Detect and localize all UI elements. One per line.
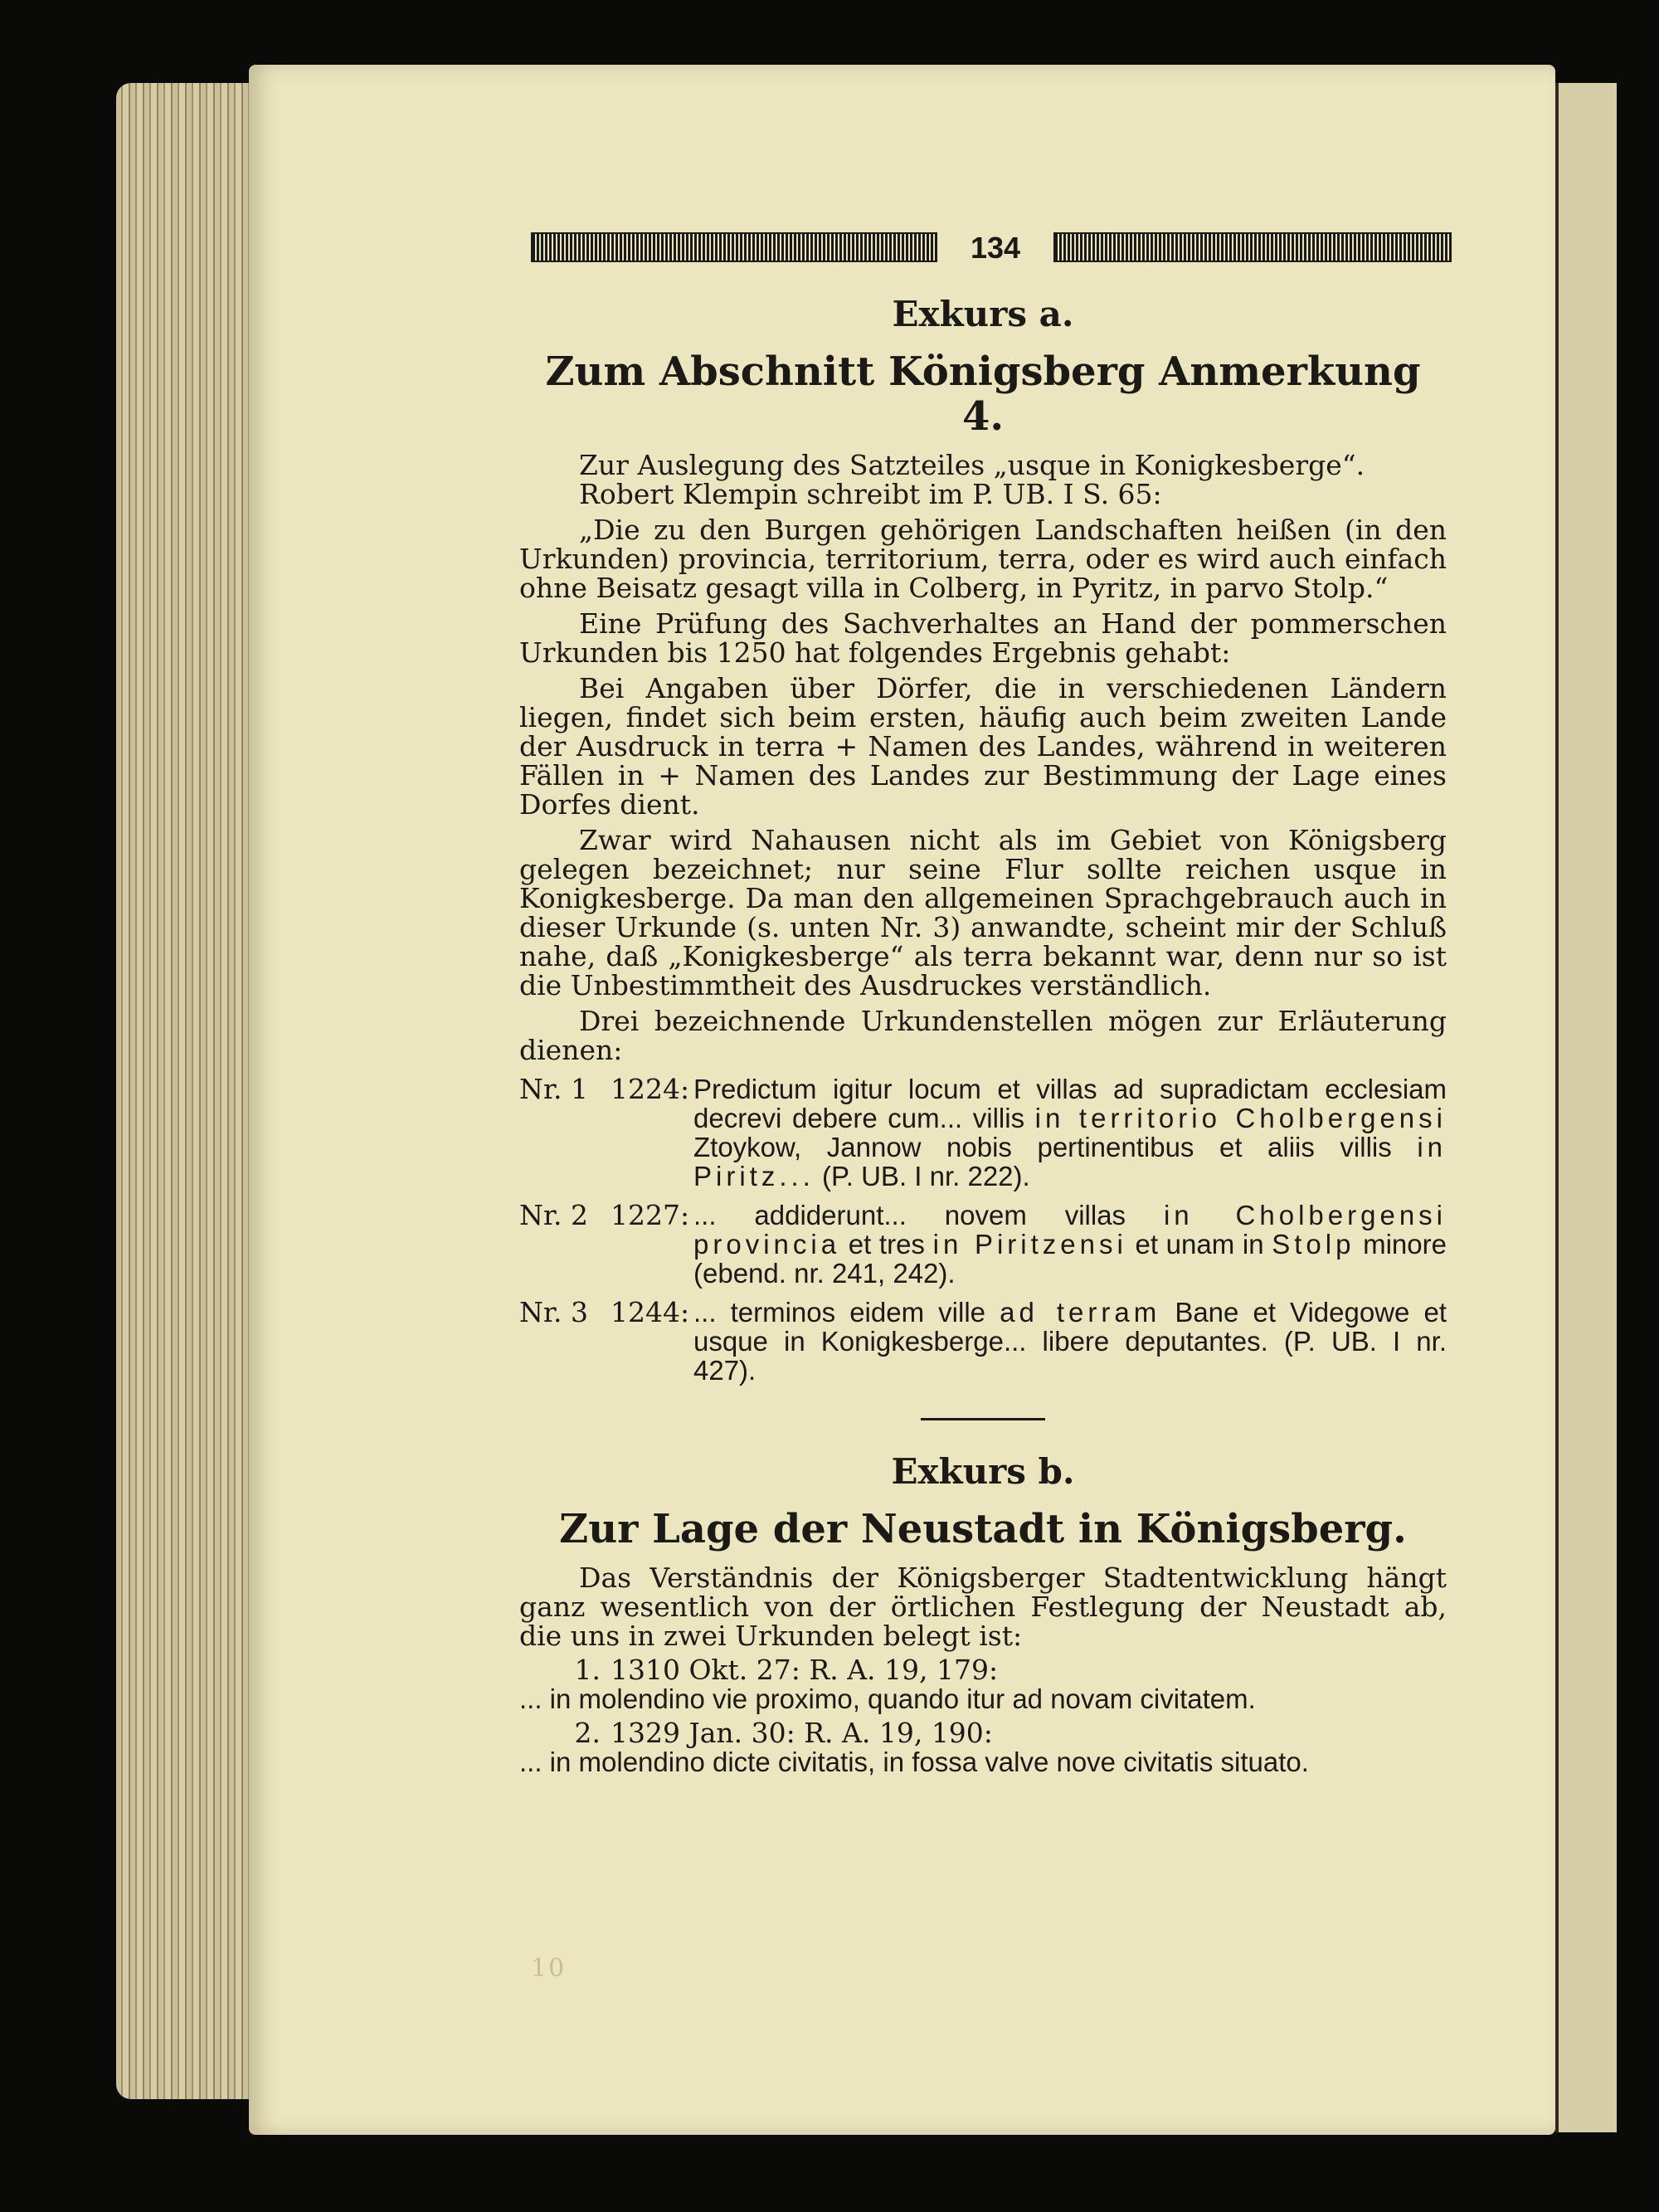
paragraph: Das Verständnis der Königsberger Stadtentwicklung hängt ganz wesentlich von der örtlichen Festlegung der Neustadt ab, die uns in zwei Urkunden belegt ist: <box>519 1562 1447 1652</box>
entry-text: ... addiderunt... novem villas in Cholbergensi provincia et tres in Piritzensi et unam in Stolp minore (ebend. nr. 241, 242). <box>693 1200 1447 1289</box>
entry-year: 1244: <box>611 1296 690 1328</box>
item-quote: ... in molendino dicte civitatis, in fossa valve nove civitatis situato. <box>519 1747 1309 1777</box>
entry-text: Predictum igitur locum et villas ad supradictam ecclesiam decrevi debere cum... villis in territorio Cholbergensi Ztoykow, Jannow nobis pertinentibus et aliis villis in Piritz... (P. UB. I nr. 222). <box>693 1074 1447 1191</box>
item-number: 1. <box>574 1654 601 1686</box>
paragraph: Eine Prüfung des Sachverhaltes an Hand der pommerschen Urkunden bis 1250 hat folgendes Ergebnis gehabt: <box>519 607 1447 669</box>
paragraph: Bei Angaben über Dörfer, die in verschiedenen Ländern liegen, findet sich beim ersten, häufig auch beim zweiten Lande der Ausdruck in terra + Namen des Landes, während in weiteren Fällen in + Namen des Landes zur Bestimmung der Lage eines Dorfes dient. <box>519 672 1447 821</box>
header-ornament-right <box>1053 232 1452 262</box>
entry-year: 1224: <box>611 1073 690 1105</box>
entry-number: Nr. 2 <box>519 1199 588 1231</box>
quote-paragraph: „Die zu den Burgen gehörigen Landschaften heißen (in den Urkunden) provincia, territorium, terra, oder es wird auch einfach ohne Beisatz gesagt villa in Colberg, in Pyritz, in parvo Stolp.“ <box>519 514 1447 604</box>
excursus-b-heading: Exkurs b. <box>891 1451 1075 1492</box>
entry-year: 1227: <box>611 1199 690 1231</box>
margin-note: 10 <box>531 1954 567 1983</box>
excursus-a-heading: Exkurs a. <box>892 294 1074 334</box>
entry-number: Nr. 3 <box>519 1296 588 1328</box>
header-ornament-left <box>531 232 937 262</box>
document-entry <box>519 1201 1447 1288</box>
facing-page-edge <box>1555 83 1617 2132</box>
item-number: 2. <box>574 1717 601 1749</box>
section-divider <box>921 1418 1045 1420</box>
excursus-a <box>519 295 1447 1385</box>
paragraph: Drei bezeichnende Urkundenstellen mögen zur Erläuterung dienen: <box>519 1005 1447 1066</box>
document-entry <box>519 1074 1447 1191</box>
item-quote: ... in molendino vie proximo, quando itur ad novam civitatem. <box>519 1683 1256 1714</box>
excursus-b-title: Zur Lage der Neustadt in Königsberg. <box>559 1506 1407 1552</box>
entry-text: ... terminos eidem ville ad terram Bane et Videgowe et usque in Konigkesberge... libere deputantes. (P. UB. I nr. 427). <box>693 1297 1447 1386</box>
page-number: 134 <box>970 231 1021 265</box>
paragraph: Zur Auslegung des Satzteiles „usque in Konigkesberge“. <box>579 449 1365 481</box>
document-list <box>519 1655 1447 1776</box>
paragraph: Robert Klempin schreibt im P. UB. I S. 65: <box>579 478 1162 510</box>
document-entry <box>519 1298 1447 1385</box>
excursus-a-title: Zum Abschnitt Königsberg Anmerkung 4. <box>545 348 1421 440</box>
excursus-b <box>519 1452 1447 1776</box>
list-item <box>519 1655 1447 1684</box>
item-reference: 1329 Jan. 30: R. A. 19, 190: <box>611 1717 993 1749</box>
page-content <box>519 295 1447 1776</box>
entry-number: Nr. 1 <box>519 1073 588 1105</box>
item-reference: 1310 Okt. 27: R. A. 19, 179: <box>611 1654 999 1686</box>
paragraph: Zwar wird Nahausen nicht als im Gebiet von Königsberg gelegen bezeichnet; nur seine Flur sollte reichen usque in Konigkesberge. Da man den allgemeinen Sprachgebrauch auch in dieser Urkunde (s. unten Nr. 3) anwandte, scheint mir der Schluß nahe, daß „Konigkesberge“ als terra bekannt war, denn nur so ist die Unbestimmtheit des Ausdruckes verständlich. <box>519 824 1447 1001</box>
list-item <box>519 1718 1447 1747</box>
page-header <box>531 231 1452 267</box>
